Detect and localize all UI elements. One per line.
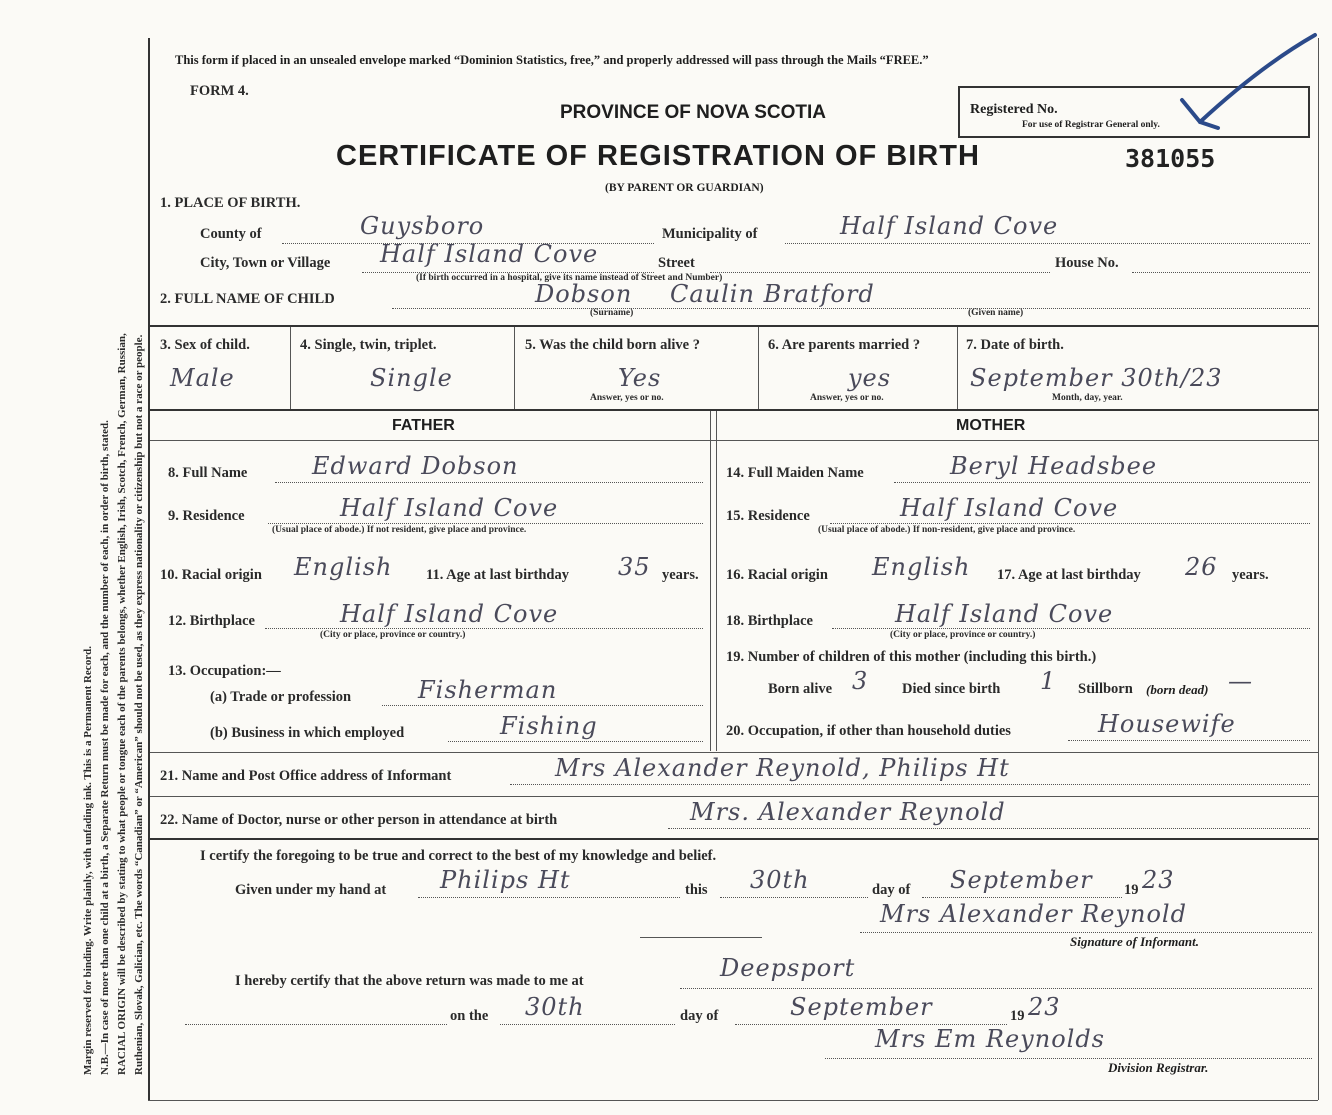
mother-heading: MOTHER [956,417,1026,434]
mother-occupation-value: Housewife [1098,710,1236,738]
father-business-label: (b) Business in which employed [210,725,405,741]
col-divider-1 [290,327,291,409]
street-line [710,272,1050,273]
mother-birthplace-note: (City or place, province or country.) [890,630,1036,640]
attendant-rule [150,838,1318,840]
father-birthplace-note: (City or place, province or country.) [320,630,466,640]
date-of-birth-label: 7. Date of birth. [966,337,1064,353]
registrar-on-line-left [185,1024,447,1025]
mother-children-label: 19. Number of children of this mother (including this birth.) [726,649,1097,665]
informant-signature-label: Signature of Informant. [1070,934,1199,949]
sex-label: 3. Sex of child. [160,337,250,353]
mail-notice: This form if placed in an unsealed envelope marked “Dominion Statistics, free,” and properly addressed will pass through the Mails “FREE.” [175,53,929,67]
informant-value: Mrs Alexander Reynold, Philips Ht [555,754,1010,782]
plurality-label: 4. Single, twin, triplet. [300,337,437,353]
house-number-label: House No. [1055,255,1119,271]
father-birthplace-label: 12. Birthplace [168,613,255,629]
plurality-value: Single [370,364,453,392]
city-label: City, Town or Village [200,255,331,271]
father-name-label: 8. Full Name [168,465,248,481]
this-label: this [685,882,708,898]
parents-divider-top [150,409,1318,411]
father-age-label: 11. Age at last birthday [426,567,569,583]
registrar-month-value: September [790,993,933,1021]
municipality-value: Half Island Cove [840,212,1059,240]
margin-instructions [80,35,148,1075]
left-border [148,38,150,1100]
born-alive-label: Born alive [768,681,833,697]
given-place-line [418,897,680,898]
mother-birthplace-value: Half Island Cove [895,600,1114,628]
separator-rule [640,937,762,938]
parents-divider-bottom [150,752,1318,753]
registrar-signature-label: Division Registrar. [1108,1060,1209,1075]
checkmark-icon [1170,30,1320,140]
father-heading: FATHER [392,417,455,434]
born-alive-note: Answer, yes or no. [590,393,664,403]
mother-age-label: 17. Age at last birthday [997,567,1141,583]
parents-center-divider-2 [716,411,717,751]
informant-rule [150,796,1318,797]
given-name-note: (Given name) [968,308,1024,318]
father-trade-label: (a) Trade or profession [210,689,352,705]
registrar-day-value: 30th [525,993,585,1021]
mother-years-label: years. [1232,567,1269,583]
bottom-border [148,1100,1318,1101]
father-name-value: Edward Dobson [312,452,519,480]
stillborn-note: (born dead) [1146,682,1209,697]
county-label: County of [200,226,262,242]
child-name-line [392,308,1310,309]
certify-month-line [922,897,1122,898]
certify-day-of-label: day of [872,882,911,898]
mother-occupation-label: 20. Occupation, if other than household duties [726,723,1011,739]
city-value: Half Island Cove [380,240,599,268]
registrar-year-prefix: 19 [1010,1008,1025,1024]
father-race-value: English [294,553,393,581]
father-residence-note: (Usual place of abode.) If not resident, give place and province. [272,525,527,535]
col-divider-2 [514,327,515,409]
attendant-label: 22. Name of Doctor, nurse or other person in attendance at birth [160,812,558,828]
informant-signature-line [860,932,1312,933]
mother-age-value: 26 [1185,553,1218,581]
mother-residence-note: (Usual place of abode.) If non-resident, give place and province. [818,525,1076,535]
certify-day-line [720,897,868,898]
informant-line [510,784,1310,785]
attendant-line [668,828,1310,829]
given-under-hand-label: Given under my hand at [235,882,387,898]
date-of-birth-value: September 30th/23 [970,364,1223,392]
mother-residence-line [830,523,1310,524]
certify-year-prefix: 19 [1124,882,1139,898]
margin-line-3: RACIAL ORIGIN will be described by stating to what people or tongue each of the parents belongs, whether English, Irish, Scotch, French, German, Russian, [116,333,128,1075]
born-alive-question: 5. Was the child born alive ? [525,337,700,353]
registrar-day-of-label: day of [680,1008,719,1024]
certificate-number: 381055 [1125,144,1216,173]
certify-day-value: 30th [750,866,810,894]
mother-birthplace-label: 18. Birthplace [726,613,813,629]
father-birthplace-line [265,628,703,629]
father-residence-line [268,523,703,524]
surname-note: (Surname) [590,308,634,318]
house-line [1132,272,1310,273]
child-surname: Dobson [535,280,633,308]
parents-center-divider [710,411,711,751]
right-border [1318,38,1319,1100]
margin-line-4: Ruthenian, Slovak, Galician, etc. The words “Canadian” or “American” should not be used, as they express nationality or citizenship but not a race or people. [133,334,145,1075]
informant-signature: Mrs Alexander Reynold [880,900,1187,928]
stillborn-count: — [1228,667,1253,695]
father-occupation-label: 13. Occupation:— [168,663,281,679]
father-residence-label: 9. Residence [168,508,245,524]
col-divider-3 [758,327,759,409]
informant-label: 21. Name and Post Office address of Informant [160,768,452,784]
street-label: Street [658,255,695,271]
parents-heading-rule [150,440,1318,441]
mother-occupation-line [1068,740,1310,741]
father-age-value: 35 [618,553,651,581]
municipality-label: Municipality of [662,226,758,242]
attendant-value: Mrs. Alexander Reynold [690,798,1006,826]
certify-statement: I certify the foregoing to be true and correct to the best of my knowledge and belief. [200,848,717,864]
mother-name-line [894,482,1310,483]
father-name-line [275,482,703,483]
given-place-value: Philips Ht [440,866,571,894]
born-alive-answer: Yes [618,364,662,392]
father-years-label: years. [662,567,699,583]
registrar-signature-line [825,1058,1312,1059]
stillborn-label: Stillborn [1078,681,1133,697]
mother-name-label: 14. Full Maiden Name [726,465,864,481]
registrar-day-line [500,1024,675,1025]
registered-label: Registered No. [970,102,1058,117]
municipality-line [785,243,1310,244]
father-business-value: Fishing [500,712,598,740]
margin-line-1: Margin reserved for binding. Write plainly, with unfading ink. This is a Permanent Record. [82,646,94,1075]
registrar-on-label: on the [450,1008,489,1024]
parents-married-answer: yes [848,364,892,392]
certify-year-value: 23 [1142,866,1175,894]
registered-note: For use of Registrar General only. [1022,120,1160,130]
father-residence-value: Half Island Cove [340,494,559,522]
parents-married-note: Answer, yes or no. [810,393,884,403]
father-birthplace-value: Half Island Cove [340,600,559,628]
father-race-label: 10. Racial origin [160,567,262,583]
mother-birthplace-line [832,628,1310,629]
place-of-birth-label: 1. PLACE OF BIRTH. [160,195,301,211]
col-divider-4 [957,327,958,409]
father-trade-value: Fisherman [418,676,558,704]
registrar-statement: I hereby certify that the above return was made to me at [235,973,584,989]
mother-name-value: Beryl Headsbee [950,452,1158,480]
born-alive-count: 3 [852,667,869,695]
street-note: (If birth occurred in a hospital, give its name instead of Street and Number) [416,273,723,283]
section-divider [150,325,1318,327]
child-given-name: Caulin Bratford [670,280,875,308]
page-subtitle: (BY PARENT OR GUARDIAN) [605,182,764,194]
mother-residence-value: Half Island Cove [900,494,1119,522]
registrar-year-value: 23 [1028,993,1061,1021]
mother-residence-label: 15. Residence [726,508,810,524]
registrar-place-line [680,988,1312,989]
child-name-label: 2. FULL NAME OF CHILD [160,291,335,307]
father-business-line [448,741,703,742]
county-value: Guysboro [360,212,485,240]
died-since-birth-label: Died since birth [902,681,1001,697]
parents-married-question: 6. Are parents married ? [768,337,921,353]
date-of-birth-note: Month, day, year. [1052,393,1123,403]
registrar-signature: Mrs Em Reynolds [875,1025,1105,1053]
mother-race-label: 16. Racial origin [726,567,828,583]
mother-race-value: English [872,553,971,581]
page-title: CERTIFICATE OF REGISTRATION OF BIRTH [336,140,980,172]
certify-month-value: September [950,866,1093,894]
registrar-place-value: Deepsport [720,954,856,982]
sex-value: Male [170,364,235,392]
died-since-birth-count: 1 [1040,667,1057,695]
province-title: PROVINCE OF NOVA SCOTIA [560,102,827,123]
form-number: FORM 4. [190,83,249,99]
margin-line-2: N.B.—In case of more than one child at a birth, a Separate Return must be made for each, and the number of each, in order of birth, stated. [99,420,111,1075]
father-trade-line [382,705,703,706]
